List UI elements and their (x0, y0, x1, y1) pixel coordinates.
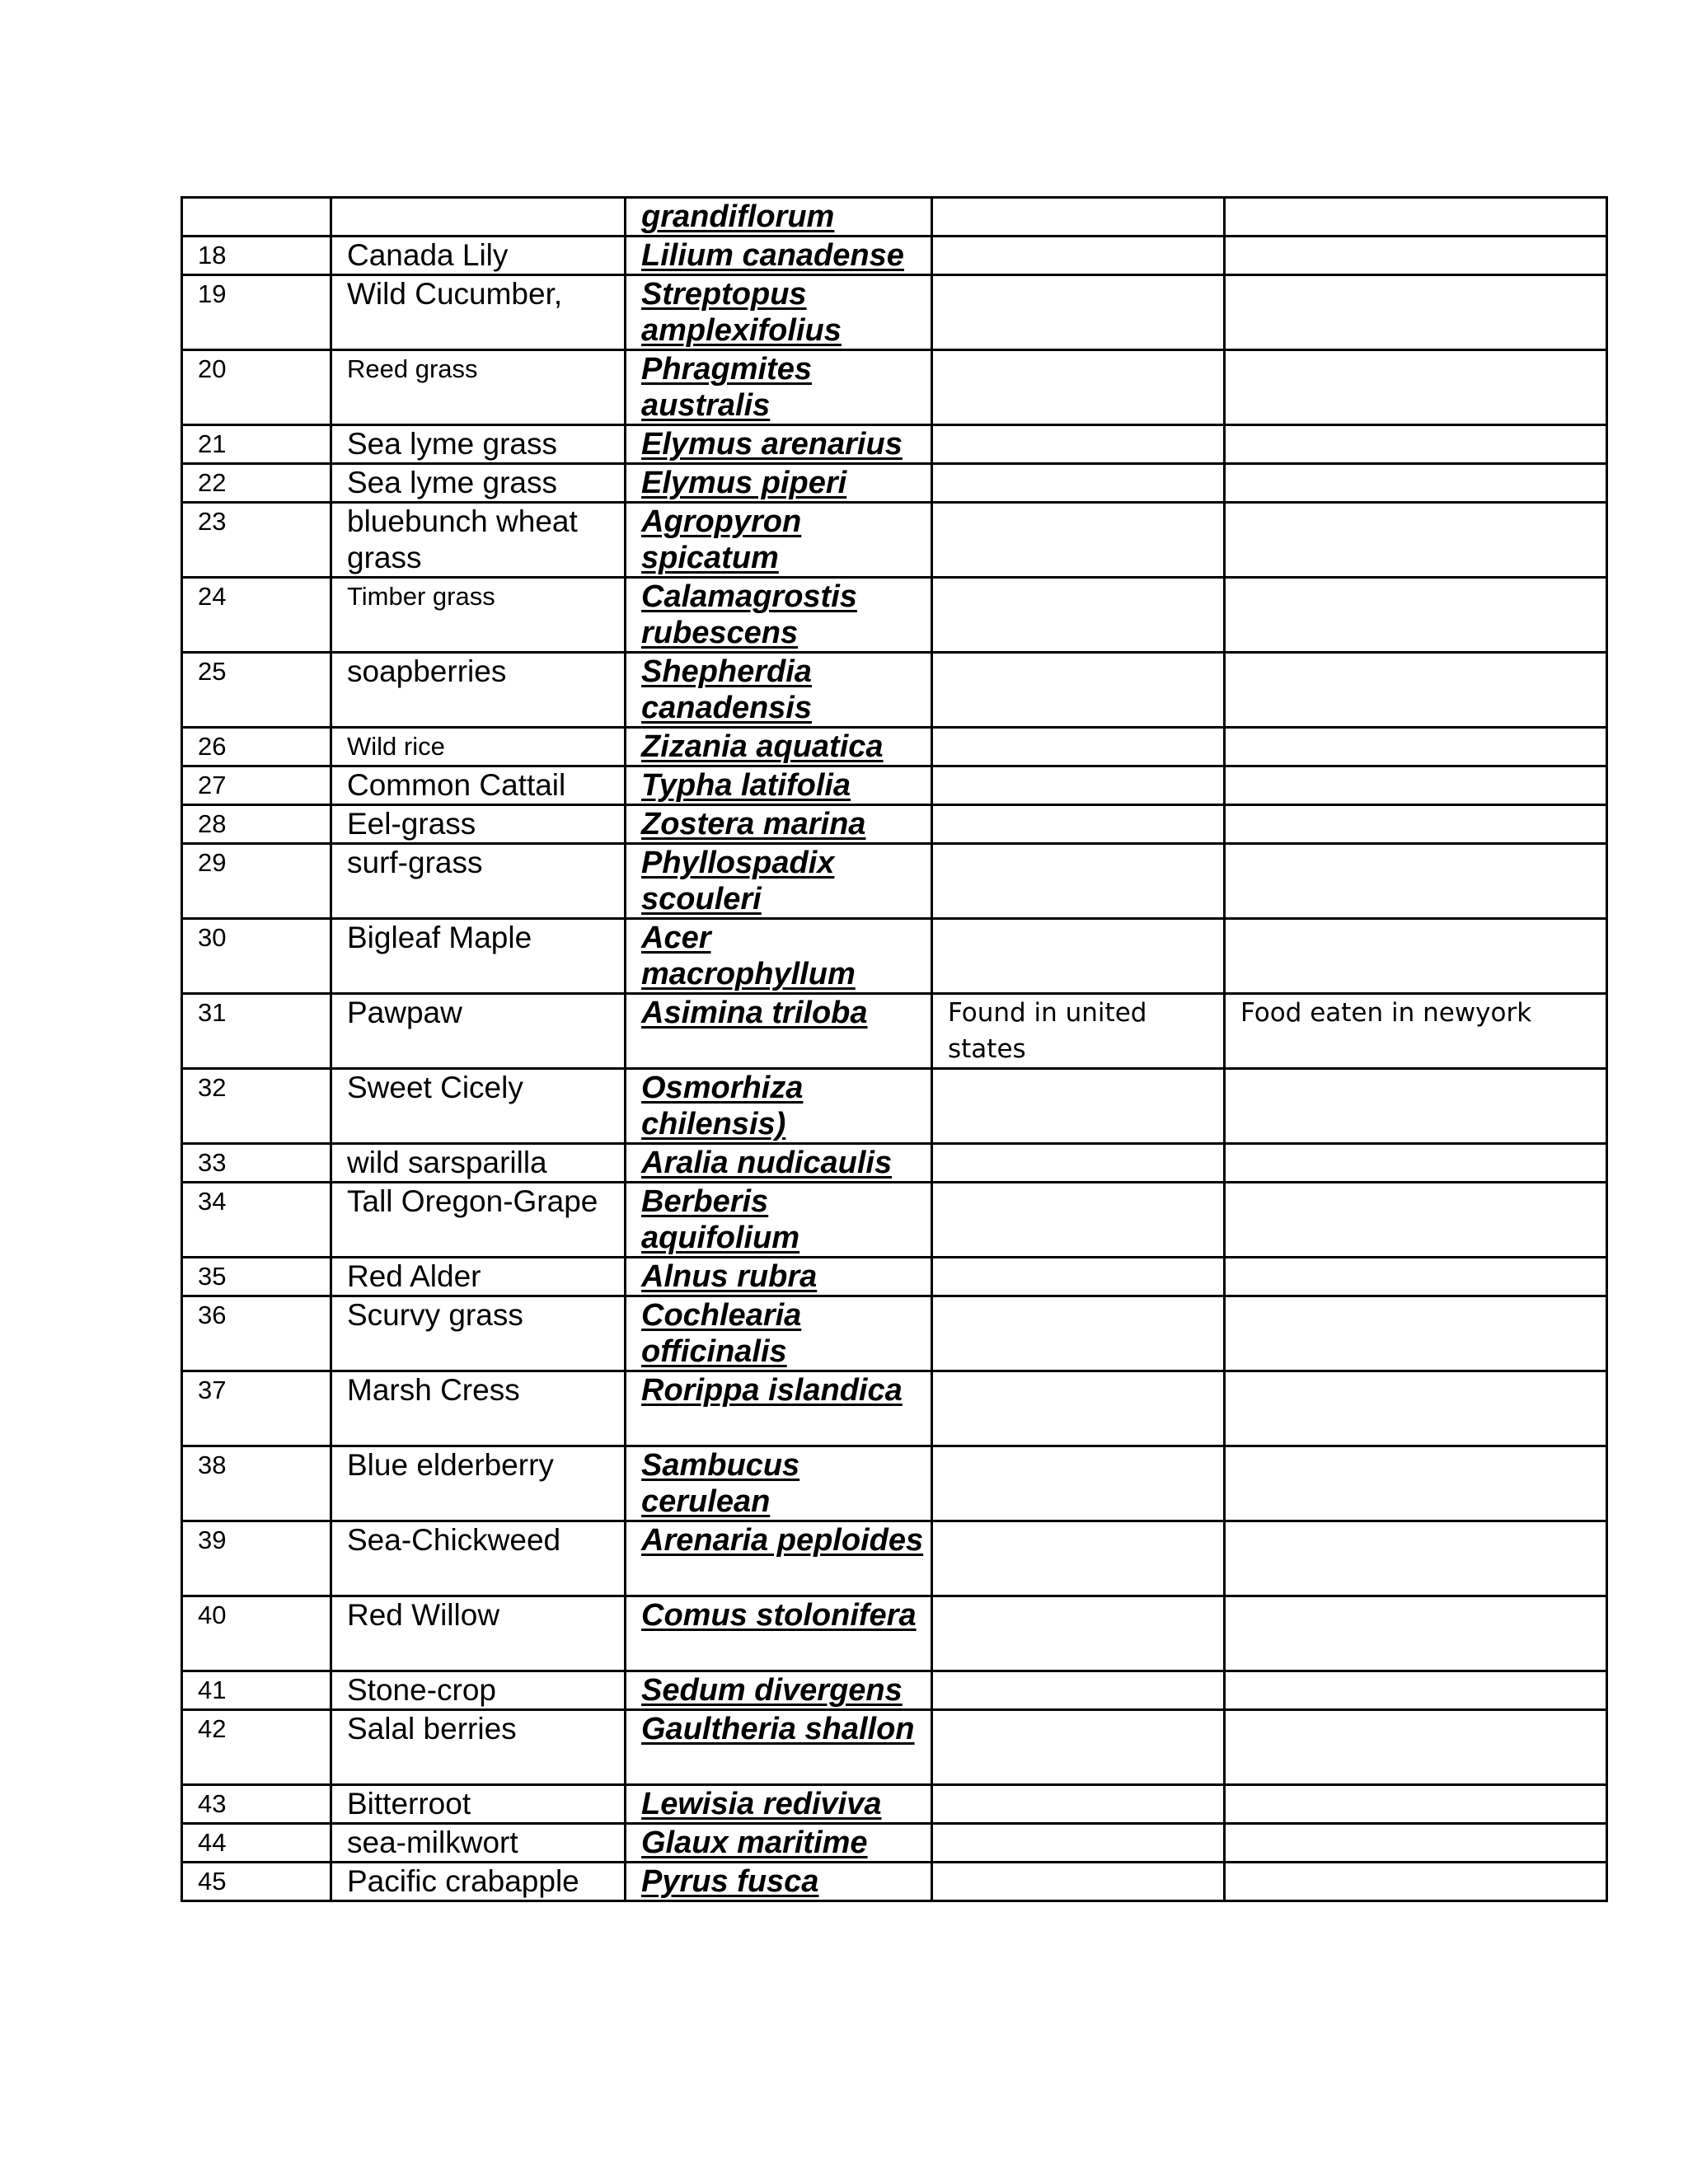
table-row (182, 728, 1607, 766)
table-row (182, 1183, 1607, 1258)
scientific-name-cell: Lilium canadense (626, 237, 932, 275)
scientific-name-cell: Gaultheria shallon (626, 1710, 932, 1785)
column-5-cell (1225, 1371, 1607, 1446)
column-5-cell (1225, 766, 1607, 805)
common-name-cell: surf-grass (331, 844, 626, 919)
common-name-cell: Pawpaw (331, 994, 626, 1069)
column-5-cell (1225, 578, 1607, 653)
row-number-cell: 26 (182, 728, 331, 766)
common-name-cell: Sea-Chickweed (331, 1521, 626, 1596)
column-4-cell (932, 1671, 1225, 1710)
column-4-cell (932, 1521, 1225, 1596)
column-4-cell (932, 1069, 1225, 1144)
common-name-cell: Blue elderberry (331, 1446, 626, 1521)
scientific-name-cell: Glaux maritime (626, 1824, 932, 1863)
column-4-cell (932, 1824, 1225, 1863)
table-row (182, 1069, 1607, 1144)
scientific-name-cell: Rorippa islandica (626, 1371, 932, 1446)
common-name-cell: Sea lyme grass (331, 425, 626, 464)
plant-table (181, 196, 1608, 1902)
column-5-cell (1225, 805, 1607, 844)
column-4-cell (932, 653, 1225, 728)
column-4-cell (932, 1446, 1225, 1521)
column-4-cell (932, 503, 1225, 578)
scientific-name-cell: Asimina triloba (626, 994, 932, 1069)
row-number-cell: 43 (182, 1785, 331, 1824)
column-4-cell (932, 1863, 1225, 1901)
table-row (182, 1671, 1607, 1710)
column-5-cell (1225, 728, 1607, 766)
table-row (182, 503, 1607, 578)
common-name-cell: Wild rice (331, 728, 626, 766)
table-row (182, 1258, 1607, 1296)
scientific-name-cell: Zostera marina (626, 805, 932, 844)
table-row (182, 994, 1607, 1069)
scientific-name-cell: Lewisia rediviva (626, 1785, 932, 1824)
scientific-name-cell: Berberis aquifolium (626, 1183, 932, 1258)
row-number-cell: 21 (182, 425, 331, 464)
common-name-cell (331, 198, 626, 237)
table-row (182, 766, 1607, 805)
table-row (182, 578, 1607, 653)
column-4-cell (932, 237, 1225, 275)
column-4-cell (932, 1258, 1225, 1296)
table-row (182, 1710, 1607, 1785)
column-4-cell (932, 844, 1225, 919)
scientific-name-cell: Sedum divergens (626, 1671, 932, 1710)
column-5-cell (1225, 1144, 1607, 1183)
scientific-name-cell: Cochlearia officinalis (626, 1296, 932, 1371)
column-5-cell (1225, 1671, 1607, 1710)
column-4-cell (932, 425, 1225, 464)
table-row (182, 1824, 1607, 1863)
row-number-cell: 29 (182, 844, 331, 919)
column-5-cell (1225, 1785, 1607, 1824)
row-number-cell (182, 198, 331, 237)
column-5-cell (1225, 1596, 1607, 1671)
scientific-name-cell: grandiflorum (626, 198, 932, 237)
row-number-cell: 36 (182, 1296, 331, 1371)
row-number-cell: 31 (182, 994, 331, 1069)
common-name-cell: wild sarsparilla (331, 1144, 626, 1183)
scientific-name-cell: Agropyron spicatum (626, 503, 932, 578)
row-number-cell: 40 (182, 1596, 331, 1671)
common-name-cell: Bitterroot (331, 1785, 626, 1824)
row-number-cell: 19 (182, 275, 331, 350)
common-name-cell: sea-milkwort (331, 1824, 626, 1863)
common-name-cell: Bigleaf Maple (331, 919, 626, 994)
scientific-name-cell: Phyllospadix scouleri (626, 844, 932, 919)
common-name-cell: bluebunch wheat grass (331, 503, 626, 578)
table-row (182, 1863, 1607, 1901)
scientific-name-cell: Shepherdia canadensis (626, 653, 932, 728)
row-number-cell: 34 (182, 1183, 331, 1258)
table-row (182, 1596, 1607, 1671)
common-name-cell: Red Willow (331, 1596, 626, 1671)
column-4-cell (932, 1710, 1225, 1785)
column-4-cell (932, 198, 1225, 237)
table-row (182, 1144, 1607, 1183)
scientific-name-cell: Acer macrophyllum (626, 919, 932, 994)
column-4-cell (932, 1296, 1225, 1371)
common-name-cell: Sea lyme grass (331, 464, 626, 503)
table-row (182, 1446, 1607, 1521)
column-4-cell (932, 275, 1225, 350)
column-4-cell (932, 1596, 1225, 1671)
table-row (182, 1785, 1607, 1824)
column-4-cell (932, 578, 1225, 653)
column-5-cell (1225, 1521, 1607, 1596)
row-number-cell: 42 (182, 1710, 331, 1785)
row-number-cell: 41 (182, 1671, 331, 1710)
common-name-cell: Salal berries (331, 1710, 626, 1785)
common-name-cell: Pacific crabapple (331, 1863, 626, 1901)
scientific-name-cell: Streptopus amplexifolius (626, 275, 932, 350)
common-name-cell: Tall Oregon-Grape (331, 1183, 626, 1258)
column-5-cell (1225, 1183, 1607, 1258)
table-row (182, 919, 1607, 994)
column-4-cell (932, 350, 1225, 425)
table-row (182, 805, 1607, 844)
row-number-cell: 45 (182, 1863, 331, 1901)
scientific-name-cell: Aralia nudicaulis (626, 1144, 932, 1183)
scientific-name-cell: Arenaria peploides (626, 1521, 932, 1596)
table-row (182, 237, 1607, 275)
table-row (182, 198, 1607, 237)
common-name-cell: Marsh Cress (331, 1371, 626, 1446)
column-4-cell (932, 1371, 1225, 1446)
row-number-cell: 44 (182, 1824, 331, 1863)
common-name-cell: Eel-grass (331, 805, 626, 844)
scientific-name-cell: Typha latifolia (626, 766, 932, 805)
scientific-name-cell: Pyrus fusca (626, 1863, 932, 1901)
common-name-cell: Common Cattail (331, 766, 626, 805)
scientific-name-cell: Alnus rubra (626, 1258, 932, 1296)
scientific-name-cell: Sambucus cerulean (626, 1446, 932, 1521)
column-4-cell (932, 464, 1225, 503)
scientific-name-cell: Calamagrostis rubescens (626, 578, 932, 653)
row-number-cell: 23 (182, 503, 331, 578)
table-row (182, 1371, 1607, 1446)
row-number-cell: 28 (182, 805, 331, 844)
table-row (182, 350, 1607, 425)
common-name-cell: Sweet Cicely (331, 1069, 626, 1144)
column-5-cell (1225, 350, 1607, 425)
row-number-cell: 39 (182, 1521, 331, 1596)
common-name-cell: Scurvy grass (331, 1296, 626, 1371)
column-5-cell (1225, 464, 1607, 503)
common-name-cell: Timber grass (331, 578, 626, 653)
row-number-cell: 25 (182, 653, 331, 728)
column-4-cell (932, 1785, 1225, 1824)
column-5-cell (1225, 1258, 1607, 1296)
scientific-name-cell: Zizania aquatica (626, 728, 932, 766)
row-number-cell: 24 (182, 578, 331, 653)
common-name-cell: Reed grass (331, 350, 626, 425)
column-4-cell (932, 919, 1225, 994)
table-row (182, 844, 1607, 919)
column-4-cell (932, 728, 1225, 766)
column-5-cell (1225, 1824, 1607, 1863)
table-row (182, 1296, 1607, 1371)
scientific-name-cell: Comus stolonifera (626, 1596, 932, 1671)
common-name-cell: Red Alder (331, 1258, 626, 1296)
table-row (182, 275, 1607, 350)
column-4-cell (932, 805, 1225, 844)
scientific-name-cell: Elymus piperi (626, 464, 932, 503)
common-name-cell: Stone-crop (331, 1671, 626, 1710)
column-5-cell: Food eaten in newyork (1225, 994, 1607, 1069)
common-name-cell: Wild Cucumber, (331, 275, 626, 350)
row-number-cell: 32 (182, 1069, 331, 1144)
column-4-cell (932, 766, 1225, 805)
row-number-cell: 22 (182, 464, 331, 503)
column-5-cell (1225, 425, 1607, 464)
row-number-cell: 18 (182, 237, 331, 275)
scientific-name-cell: Phragmites australis (626, 350, 932, 425)
column-5-cell (1225, 653, 1607, 728)
column-5-cell (1225, 1863, 1607, 1901)
row-number-cell: 38 (182, 1446, 331, 1521)
common-name-cell: Canada Lily (331, 237, 626, 275)
row-number-cell: 37 (182, 1371, 331, 1446)
row-number-cell: 35 (182, 1258, 331, 1296)
column-4-cell (932, 1144, 1225, 1183)
scientific-name-cell: Elymus arenarius (626, 425, 932, 464)
common-name-cell: soapberries (331, 653, 626, 728)
column-5-cell (1225, 1446, 1607, 1521)
row-number-cell: 20 (182, 350, 331, 425)
row-number-cell: 33 (182, 1144, 331, 1183)
column-5-cell (1225, 503, 1607, 578)
column-5-cell (1225, 237, 1607, 275)
table-row (182, 425, 1607, 464)
column-4-cell: Found in united states (932, 994, 1225, 1069)
table-row (182, 1521, 1607, 1596)
row-number-cell: 30 (182, 919, 331, 994)
column-5-cell (1225, 275, 1607, 350)
column-4-cell (932, 1183, 1225, 1258)
row-number-cell: 27 (182, 766, 331, 805)
scientific-name-cell: Osmorhiza chilensis) (626, 1069, 932, 1144)
column-5-cell (1225, 1069, 1607, 1144)
table-row (182, 464, 1607, 503)
column-5-cell (1225, 198, 1607, 237)
table-row (182, 653, 1607, 728)
column-5-cell (1225, 1710, 1607, 1785)
column-5-cell (1225, 844, 1607, 919)
column-5-cell (1225, 919, 1607, 994)
column-5-cell (1225, 1296, 1607, 1371)
